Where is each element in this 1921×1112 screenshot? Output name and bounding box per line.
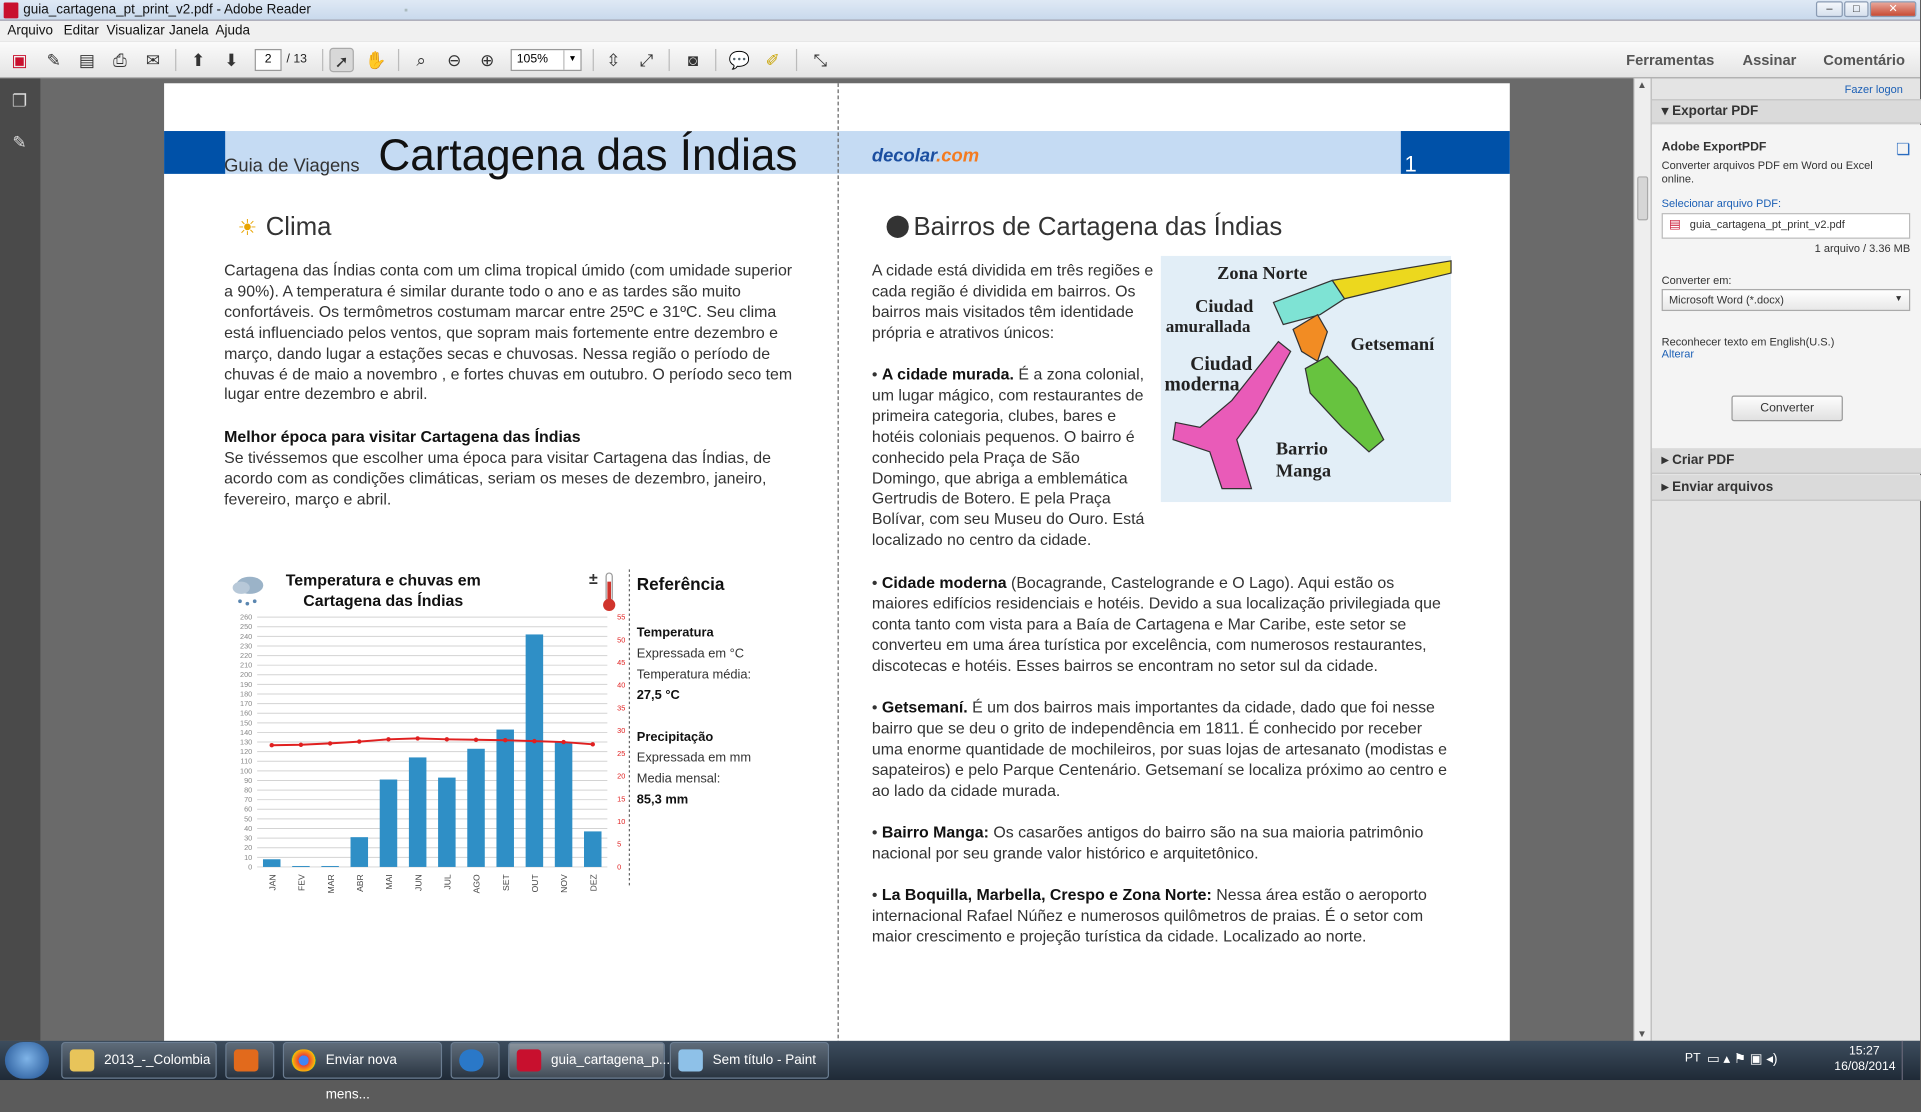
y-tick-left: 20 (244, 843, 253, 853)
melhor-epoca-body: Se tivéssemos que escolher uma época para visitar Cartagena das Índias, de acordo com as condições climáticas, seriam os meses de dezembro, janeiro, fevereiro, março e abril. (224, 448, 771, 508)
print-icon[interactable]: ⎙ (113, 50, 127, 70)
page-title: Cartagena das Índias (378, 129, 798, 181)
fit-page-icon[interactable]: ⇳ (606, 50, 621, 70)
toolbar-separator (715, 49, 716, 71)
y-tick-left: 130 (240, 737, 253, 747)
clock-date[interactable]: 16/08/2014 (1834, 1060, 1896, 1074)
chevron-down-icon: ▼ (1894, 295, 1903, 304)
x-tick-label: NOV (559, 874, 570, 893)
ref-prec-avg: 85,3 mm (636, 792, 689, 807)
taskbar-item-adobe[interactable]: guia_cartagena_p... (508, 1042, 665, 1079)
temperature-point (386, 737, 390, 741)
close-button[interactable]: ✕ (1870, 1, 1917, 17)
taskbar-item-folder[interactable]: 2013_-_Colombia (61, 1042, 217, 1079)
y-tick-left: 250 (240, 622, 253, 632)
clima-body: Cartagena das Índias conta com um clima tropical úmido (com umidade superior a 90%). A temperatura é similar durante todo o ano e as tardes são muito confortáveis. Os termômetros costumam marcar entre 25ºC e 31ºC. Seu clima está influenciado pelos ventos, que sopram mais fortemente entre dezembro e março, dando lugar a estações secas e chuvosas. Nessa região o período de chuvas é de maio a novembro , e fortes chuvas em outubro. O período seco tem lugar entre dezembro e abril. (224, 260, 793, 404)
window-title: guia_cartagena_pt_print_v2.pdf - Adobe Reader (23, 2, 311, 18)
reference-legend (637, 623, 784, 810)
internet-explorer-icon (459, 1049, 483, 1071)
y-tick-left: 110 (240, 756, 253, 766)
pdf-page (164, 83, 1510, 1063)
chrome-icon (291, 1049, 315, 1071)
taskbar-item-media[interactable] (225, 1042, 274, 1079)
service-title: Adobe ExportPDF (1661, 140, 1767, 155)
y-tick-left: 180 (240, 689, 253, 699)
menu-visualizar[interactable]: Visualizar (106, 23, 165, 38)
marquee-zoom-icon[interactable]: ⌕ (416, 50, 427, 70)
map-label-amurallada-2: amurallada (1165, 316, 1251, 336)
y-tick-right: 50 (617, 635, 626, 645)
ref-temp-title: Temperatura (636, 625, 714, 641)
map-label-getsemani: Getsemaní (1350, 334, 1435, 355)
y-tick-right: 5 (617, 839, 622, 849)
temperature-point (357, 739, 361, 743)
precipitation-bar (496, 730, 514, 867)
file-count: 1 arquivo / 3.36 MB (1814, 242, 1911, 255)
precipitation-bar (438, 778, 456, 867)
temperature-point (270, 743, 274, 747)
comment-link[interactable]: Comentário (1823, 51, 1905, 69)
map-label-manga-1: Barrio (1275, 438, 1328, 459)
expand-icon[interactable]: ⤡ (813, 50, 828, 70)
bairros-heading: Bairros de Cartagena das Índias (913, 213, 1283, 242)
ref-temp-unit: Expressada em °C (636, 646, 745, 662)
x-tick-label: DEZ (588, 874, 599, 892)
header-accent (1401, 131, 1510, 174)
bairro-murada: • A cidade murada. É a zona colonial, um lugar mágico, com restaurantes de primeira categoria, clubes, bares e hotéis coloniais pequenos. O bairro é conhecido pela Praça de São Domingo, que abriga a emblemática Gertrudis de Botero. E pela Praça Bolívar, com seu Museu do Ouro. Está localizado no centro da cidade. (871, 364, 1145, 549)
convert-to-label: Converter em: (1661, 274, 1732, 287)
y-tick-left: 240 (240, 631, 253, 641)
left-nav-pane (0, 78, 40, 1040)
page-total: / 13 (286, 52, 307, 67)
y-tick-left: 10 (244, 852, 253, 862)
hand-tool-icon[interactable]: ✋ (365, 50, 387, 70)
previous-page-icon[interactable]: ⬆ (191, 50, 206, 70)
maximize-button[interactable]: □ (1844, 1, 1868, 17)
temperature-point (299, 743, 303, 747)
scroll-down-icon[interactable]: ▼ (1637, 1028, 1647, 1040)
recognize-text: Reconhecer texto em English(U.S.) (1661, 335, 1835, 348)
y-tick-left: 100 (240, 766, 253, 776)
precipitation-bar (321, 866, 339, 867)
y-tick-right: 25 (617, 748, 626, 758)
fit-width-icon[interactable]: ⤢ (639, 50, 654, 70)
x-tick-label: OUT (530, 874, 541, 893)
y-tick-left: 70 (244, 795, 253, 805)
minimize-button[interactable]: – (1816, 1, 1843, 17)
y-tick-right: 35 (617, 703, 626, 713)
toolbar-separator (175, 49, 176, 71)
y-tick-left: 160 (240, 708, 253, 718)
temperature-point (561, 740, 565, 744)
export-pdf-header[interactable]: ▾ Exportar PDF (1652, 99, 1921, 123)
toolbar-separator (322, 49, 323, 71)
menu-editar[interactable]: Editar (63, 23, 99, 38)
taskbar-item-chrome[interactable]: Enviar nova mens... (283, 1042, 442, 1079)
pdf-file-icon: ▤ (1668, 217, 1681, 232)
y-tick-left: 210 (240, 660, 253, 670)
bairro-getsemani: • Getsemaní. É um dos bairros mais importantes da cidade, dado que foi nesse bairro que se deu o grito de independência em 1811. É conhecido por receber uma enorme quantidade de mochileiros, por suas lojas de artesanato (modistas e sapateiros) e pelo Parque Centenário. Getsemaní se localiza próximo ao centro e ao lado da cidade murada. (871, 697, 1448, 800)
precipitation-bar (380, 780, 398, 867)
taskbar (0, 1041, 1920, 1103)
y-tick-left: 0 (248, 862, 253, 872)
melhor-epoca-heading: Melhor época para visitar Cartagena das Índias (224, 427, 581, 446)
y-tick-right: 10 (617, 816, 626, 826)
x-tick-label: MAI (384, 874, 395, 890)
x-tick-label: AGO (471, 874, 482, 894)
create-pdf-section[interactable]: ▸ Criar PDF (1652, 448, 1921, 474)
bairro-moderna: • Cidade moderna (Bocagrande, Castelogrande e O Lago). Aqui estão os maiores edifícios residenciais e hotéis. Devido a sua localização privilegiada que conta tanto com vista para a Baía de Cartagena e Mar Caribe, este setor se converteu em uma área turística por excelência, com numerosos restaurantes, discotecas e hotéis. Esses bairros se encontram no setor sul da cidade. (871, 573, 1441, 675)
ref-prec-unit: Expressada em mm (636, 750, 752, 766)
map-label-moderna-1: Ciudad (1190, 353, 1253, 375)
format-select[interactable]: Microsoft Word (*.docx) ▼ (1662, 289, 1911, 311)
ref-temp-avg: 27,5 °C (636, 688, 680, 703)
language-indicator[interactable]: PT (1684, 1051, 1701, 1066)
paint-icon (678, 1049, 702, 1071)
y-tick-right: 20 (617, 771, 626, 781)
select-file-label: Selecionar arquivo PDF: (1661, 197, 1782, 210)
login-link[interactable]: Fazer logon (1844, 83, 1903, 96)
map-label-amurallada-1: Ciudad (1195, 296, 1254, 317)
y-tick-left: 200 (240, 670, 253, 680)
menu-janela[interactable]: Janela (168, 23, 209, 38)
start-button[interactable] (5, 1042, 49, 1079)
bairros-intro: A cidade está dividida em três regiões e cada região é dividida em bairros. Os bairros mais visitados têm identidade própria e atrativos únicos: (871, 260, 1154, 342)
temperature-point (415, 736, 419, 740)
y-tick-left: 220 (240, 651, 253, 661)
x-tick-label: MAR (325, 874, 336, 894)
tools-panel (1651, 78, 1920, 1040)
convert-button[interactable]: Converter (1731, 396, 1842, 422)
ref-prec-avg-label: Media mensal: (636, 771, 721, 787)
tools-link[interactable]: Ferramentas (1626, 51, 1715, 69)
precipitation-bar (584, 831, 602, 867)
y-tick-left: 260 (240, 612, 253, 622)
clima-heading: Clima (265, 213, 332, 242)
guide-label: Guia de Viagens (224, 155, 360, 177)
zoom-value: 105% (516, 52, 549, 67)
temperature-point (445, 737, 449, 741)
y-tick-left: 50 (244, 814, 253, 824)
save-icon[interactable]: ▤ (78, 50, 96, 70)
y-tick-left: 90 (244, 775, 253, 785)
change-language-link[interactable]: Alterar (1661, 347, 1695, 361)
title-bar (0, 0, 1920, 21)
y-tick-right: 0 (617, 862, 622, 872)
chevron-right-icon: ▸ (1661, 480, 1669, 495)
column-divider (838, 83, 839, 1063)
x-tick-label: SET (500, 874, 511, 891)
precipitation-bar (526, 634, 544, 867)
x-tick-label: JUL (442, 874, 453, 890)
select-tool-icon[interactable]: ➚ (329, 48, 353, 72)
map-label-moderna-2: moderna (1164, 374, 1240, 396)
y-tick-left: 120 (240, 747, 253, 757)
temperature-point (474, 738, 478, 742)
y-tick-left: 30 (244, 833, 253, 843)
chevron-down-icon: ▾ (1661, 104, 1669, 119)
edit-icon[interactable]: ✎ (46, 50, 62, 70)
document-area (40, 78, 1633, 1040)
ref-prec-title: Precipitação (636, 729, 714, 745)
snapshot-icon[interactable]: ◙ (687, 50, 699, 70)
send-files-section[interactable]: ▸ Enviar arquivos (1652, 475, 1921, 501)
map-label-manga-2: Manga (1275, 460, 1332, 481)
temperature-point (503, 738, 507, 742)
zoom-in-icon[interactable]: ⊕ (480, 50, 495, 70)
menu-arquivo[interactable]: Arquivo (7, 23, 54, 38)
toolbar-separator (593, 49, 594, 71)
sun-icon: ☀ (237, 215, 258, 241)
location-pin-icon: ⬤ (885, 213, 910, 238)
tray-icons[interactable]: ▭ ▴ ⚑ ▣ ◂) (1706, 1051, 1778, 1067)
media-player-icon (234, 1049, 258, 1071)
zoom-select[interactable] (511, 49, 582, 71)
page-number: 1 (1404, 151, 1417, 177)
y-tick-right: 15 (617, 794, 626, 804)
map-label-zona-norte: Zona Norte (1217, 263, 1308, 284)
y-tick-right: 55 (617, 612, 626, 622)
neighborhood-map (1161, 256, 1451, 502)
pdf-app-icon (4, 2, 19, 18)
attachments-icon[interactable]: ✎ (12, 132, 27, 152)
precipitation-bar (467, 749, 485, 867)
pdf-app-icon (517, 1049, 541, 1071)
page-number-input[interactable]: 2 (255, 49, 282, 71)
comment-icon[interactable]: 💬 (728, 50, 751, 70)
y-tick-left: 150 (240, 718, 253, 728)
create-pdf-icon[interactable]: ▣ (11, 50, 28, 70)
x-tick-label: JAN (267, 874, 278, 891)
taskbar-item-ie[interactable] (451, 1042, 500, 1079)
x-tick-label: JUN (413, 874, 424, 891)
y-tick-left: 40 (244, 823, 253, 833)
ghost-tab: ▪ (404, 3, 409, 16)
decolar-logo: decolar.com (871, 145, 980, 167)
scrollbar-thumb[interactable] (1637, 176, 1648, 220)
y-tick-left: 230 (240, 641, 253, 651)
email-icon[interactable]: ✉ (145, 50, 161, 70)
ref-temp-avg-label: Temperatura média: (636, 667, 752, 683)
chevron-down-icon[interactable]: ▼ (563, 50, 580, 70)
y-tick-left: 190 (240, 679, 253, 689)
bairro-boquilla: • La Boquilla, Marbella, Crespo e Zona Norte: Nessa área estão o aeroporto internacional Rafael Núñez e numerosos quilômetros de praias. É o setor com maior crescimento e projeção turística da cidade. Localizado ao norte. (871, 885, 1427, 946)
export-service-icon: ❏ (1895, 139, 1911, 158)
next-page-icon[interactable]: ⬇ (224, 50, 239, 70)
y-tick-left: 80 (244, 785, 253, 795)
toolbar-separator (796, 49, 797, 71)
menu-ajuda[interactable]: Ajuda (215, 23, 250, 38)
y-tick-right: 40 (617, 680, 626, 690)
chart-title-line2: Cartagena das Índias (303, 593, 464, 611)
sign-link[interactable]: Assinar (1742, 51, 1797, 69)
temperature-point (532, 739, 536, 743)
y-tick-right: 30 (617, 726, 626, 736)
temperature-point (591, 742, 595, 746)
y-tick-left: 140 (240, 727, 253, 737)
menu-bar (0, 21, 1920, 42)
y-tick-right: 45 (617, 658, 626, 668)
precipitation-bar (555, 742, 573, 867)
taskbar-item-paint[interactable]: Sem título - Paint (670, 1042, 829, 1079)
highlight-icon[interactable]: ✐ (765, 50, 780, 70)
toolbar-separator (669, 49, 670, 71)
show-desktop-button[interactable] (1902, 1041, 1920, 1080)
x-tick-label: ABR (354, 874, 365, 892)
chevron-right-icon: ▸ (1661, 453, 1669, 468)
file-field[interactable]: ▤ guia_cartagena_pt_print_v2.pdf (1662, 213, 1911, 239)
climate-chart (225, 567, 641, 904)
folder-icon (70, 1049, 94, 1071)
clock-time[interactable]: 15:27 (1848, 1044, 1880, 1058)
precipitation-bar (351, 837, 369, 867)
y-tick-left: 60 (244, 804, 253, 814)
temperature-point (328, 741, 332, 745)
svg-text:±: ± (588, 571, 598, 589)
toolbar (0, 42, 1920, 79)
precipitation-bar (409, 757, 427, 867)
scroll-up-icon[interactable]: ▲ (1637, 79, 1647, 91)
chart-title-line1: Temperatura e chuvas em (285, 572, 481, 590)
precipitation-bar (263, 859, 281, 867)
reference-title: Referência (636, 574, 725, 594)
service-desc: Converter arquivos PDF em Word ou Excel online. (1661, 159, 1873, 185)
y-tick-left: 170 (240, 699, 253, 709)
toolbar-separator (398, 49, 399, 71)
bairro-manga: • Bairro Manga: Os casarões antigos do bairro são na sua maioria patrimônio nacional por seu grande valor histórico e arquitetônico. (871, 822, 1424, 862)
header-accent (164, 131, 225, 174)
vertical-scrollbar[interactable] (1633, 78, 1650, 1040)
zoom-out-icon[interactable]: ⊖ (447, 50, 462, 70)
thermometer-icon (589, 571, 615, 611)
x-tick-label: FEV (296, 874, 307, 891)
pages-thumbnail-icon[interactable]: ❐ (11, 90, 28, 111)
rain-cloud-icon (233, 577, 264, 606)
precipitation-bar (292, 866, 310, 867)
